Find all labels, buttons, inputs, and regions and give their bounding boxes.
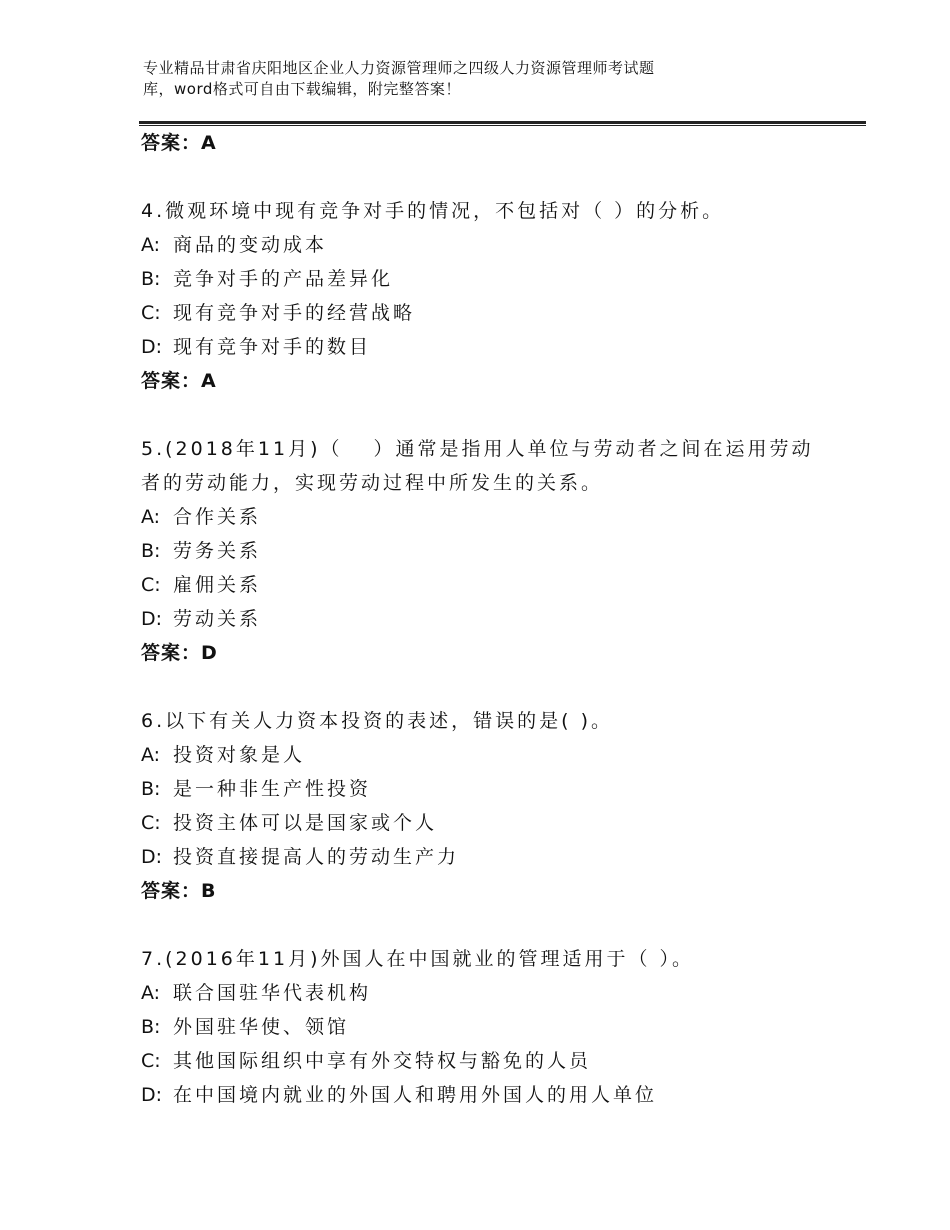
option-d: [141, 330, 841, 364]
option-key: D:: [141, 336, 163, 358]
option-key: C:: [141, 574, 161, 596]
option-text: 竞争对手的产品差异化: [173, 268, 394, 290]
spacer: [141, 398, 841, 432]
option-key: A:: [141, 234, 161, 256]
option-key: C:: [141, 1050, 161, 1072]
answer-line: 答案：A: [141, 132, 217, 154]
page-header: [143, 58, 843, 100]
option-b: [141, 1010, 841, 1044]
question-5: [141, 432, 841, 670]
option-text: 是一种非生产性投资: [173, 778, 372, 800]
option-d: [141, 602, 841, 636]
option-text: 投资对象是人: [173, 744, 306, 766]
option-key: B:: [141, 778, 161, 800]
option-b: [141, 772, 841, 806]
option-b: [141, 262, 841, 296]
option-key: B:: [141, 268, 161, 290]
option-a: [141, 738, 841, 772]
option-b: [141, 534, 841, 568]
option-key: D:: [141, 608, 163, 630]
option-text: 在中国境内就业的外国人和聘用外国人的用人单位: [173, 1084, 658, 1106]
option-key: B:: [141, 1016, 161, 1038]
option-text: 外国驻华使、领馆: [173, 1016, 350, 1038]
header-line-2: 库，word格式可自由下载编辑，附完整答案！: [143, 80, 461, 98]
answer-line: 答案：B: [141, 880, 217, 902]
option-text: 投资主体可以是国家或个人: [173, 812, 438, 834]
question-7: [141, 942, 841, 1112]
option-text: 现有竞争对手的经营战略: [173, 302, 416, 324]
option-a: [141, 228, 841, 262]
spacer: [141, 160, 841, 194]
option-key: A:: [141, 744, 161, 766]
option-c: [141, 568, 841, 602]
question-list: [141, 126, 841, 1112]
answer-line: 答案：A: [141, 370, 217, 392]
question-stem: 4.微观环境中现有竞争对手的情况，不包括对（ ）的分析。: [141, 200, 725, 222]
option-a: [141, 500, 841, 534]
option-key: D:: [141, 846, 163, 868]
question-stem: 7.(2016年11月)外国人在中国就业的管理适用于（ ）。: [141, 948, 695, 970]
question-stem: 5.(2018年11月)（ ）通常是指用人单位与劳动者之间在运用劳动: [141, 438, 814, 460]
option-key: A:: [141, 506, 161, 528]
question-stem: 6.以下有关人力资本投资的表述，错误的是( )。: [141, 710, 613, 732]
option-key: C:: [141, 302, 161, 324]
option-c: [141, 296, 841, 330]
option-d: [141, 840, 841, 874]
option-text: 劳动关系: [173, 608, 262, 630]
header-line-1: 专业精品甘肃省庆阳地区企业人力资源管理师之四级人力资源管理师考试题: [143, 59, 655, 77]
option-text: 商品的变动成本: [173, 234, 328, 256]
spacer: [141, 670, 841, 704]
option-text: 合作关系: [173, 506, 262, 528]
spacer: [141, 908, 841, 942]
question-stem-cont: 者的劳动能力，实现劳动过程中所发生的关系。: [141, 472, 604, 494]
option-c: [141, 1044, 841, 1078]
option-a: [141, 976, 841, 1010]
question-6: [141, 704, 841, 908]
option-text: 联合国驻华代表机构: [173, 982, 372, 1004]
option-text: 其他国际组织中享有外交特权与豁免的人员: [173, 1050, 592, 1072]
option-key: A:: [141, 982, 161, 1004]
option-text: 劳务关系: [173, 540, 262, 562]
question-4: [141, 194, 841, 398]
answer-line: 答案：D: [141, 642, 218, 664]
option-text: 投资直接提高人的劳动生产力: [173, 846, 460, 868]
option-text: 雇佣关系: [173, 574, 262, 596]
option-key: D:: [141, 1084, 163, 1106]
option-c: [141, 806, 841, 840]
option-key: B:: [141, 540, 161, 562]
option-key: C:: [141, 812, 161, 834]
option-text: 现有竞争对手的数目: [173, 336, 372, 358]
option-d: [141, 1078, 841, 1112]
